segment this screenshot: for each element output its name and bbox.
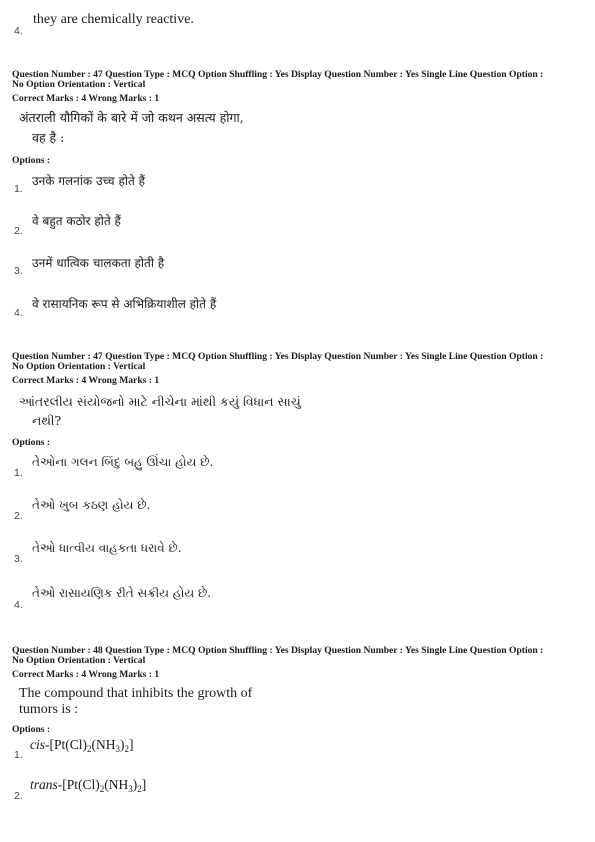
question-meta-line1: Question Number : 48 Question Type : MCQ Option Shuffling : Yes Display Question Number : Yes Single Line Question Option :: [12, 645, 544, 656]
option-number: 4.: [14, 599, 23, 611]
question-meta-line1: Question Number : 47 Question Type : MCQ Option Shuffling : Yes Display Question Number : Yes Single Line Question Option :: [12, 351, 544, 362]
option-3[interactable]: તેઓ ધાત્વીય વાહકતા ધરાવે છે.: [32, 541, 182, 555]
option-number: 1.: [14, 183, 23, 195]
options-label: Options :: [12, 437, 51, 448]
option-number: 3.: [14, 553, 23, 565]
question-marks: Correct Marks : 4 Wrong Marks : 1: [12, 375, 160, 386]
question-text-line2: tumors is :: [19, 702, 79, 717]
option-number: 2.: [14, 790, 23, 802]
option-number: 4.: [14, 25, 23, 37]
option-1[interactable]: उनके गलनांक उच्च होते हैं: [32, 174, 145, 188]
chem-prefix: cis: [30, 737, 45, 752]
question-meta-line2: No Option Orientation : Vertical: [12, 655, 146, 666]
question-meta-line1: Question Number : 47 Question Type : MCQ Option Shuffling : Yes Display Question Number : Yes Single Line Question Option :: [12, 69, 544, 80]
question-text-line2: वह है :: [32, 130, 65, 145]
option-number: 2.: [14, 225, 23, 237]
option-number: 1.: [14, 467, 23, 479]
option-4[interactable]: તેઓ રાસાયણિક રીતે સક્રીય હોય છે.: [32, 586, 212, 600]
question-text-line2: નથી?: [32, 413, 62, 428]
option-text: they are chemically reactive.: [33, 12, 194, 27]
option-1[interactable]: તેઓના ગલન બિંદુ બહુ ઊંચા હોય છે.: [32, 455, 214, 469]
question-text-line1: The compound that inhibits the growth of: [19, 686, 253, 701]
question-text-line1: આંતરલીય સંયોજનો માટે નીચેના માંથી કયું વિધાન સાચું: [19, 394, 301, 409]
question-text-line1: अंतराली यौगिकों के बारे में जो कथन असत्य होगा,: [19, 110, 244, 125]
option-4[interactable]: वे रासायनिक रूप से अभिक्रियाशील होते हैं: [32, 297, 217, 311]
options-label: Options :: [12, 724, 51, 735]
question-meta-line2: No Option Orientation : Vertical: [12, 361, 146, 372]
option-2[interactable]: તેઓ ખુબ કઠણ હોય છે.: [32, 498, 151, 512]
option-1[interactable]: cis-$[Pt(Cl)_2(NH_3)_2]$: [30, 737, 134, 754]
option-number: 1.: [14, 749, 23, 761]
option-number: 3.: [14, 265, 23, 277]
options-label: Options :: [12, 155, 51, 166]
option-number: 2.: [14, 510, 23, 522]
option-number: 4.: [14, 307, 23, 319]
option-2[interactable]: trans-$[Pt(Cl)_2(NH_3)_2]$: [30, 777, 147, 794]
option-3[interactable]: उनमें धात्विक चालकता होती है: [32, 256, 165, 270]
option-2[interactable]: वे बहुत कठोर होते हैं: [32, 214, 121, 228]
chem-prefix: trans: [30, 777, 58, 792]
question-marks: Correct Marks : 4 Wrong Marks : 1: [12, 669, 160, 680]
question-meta-line2: No Option Orientation : Vertical: [12, 79, 146, 90]
question-marks: Correct Marks : 4 Wrong Marks : 1: [12, 93, 160, 104]
